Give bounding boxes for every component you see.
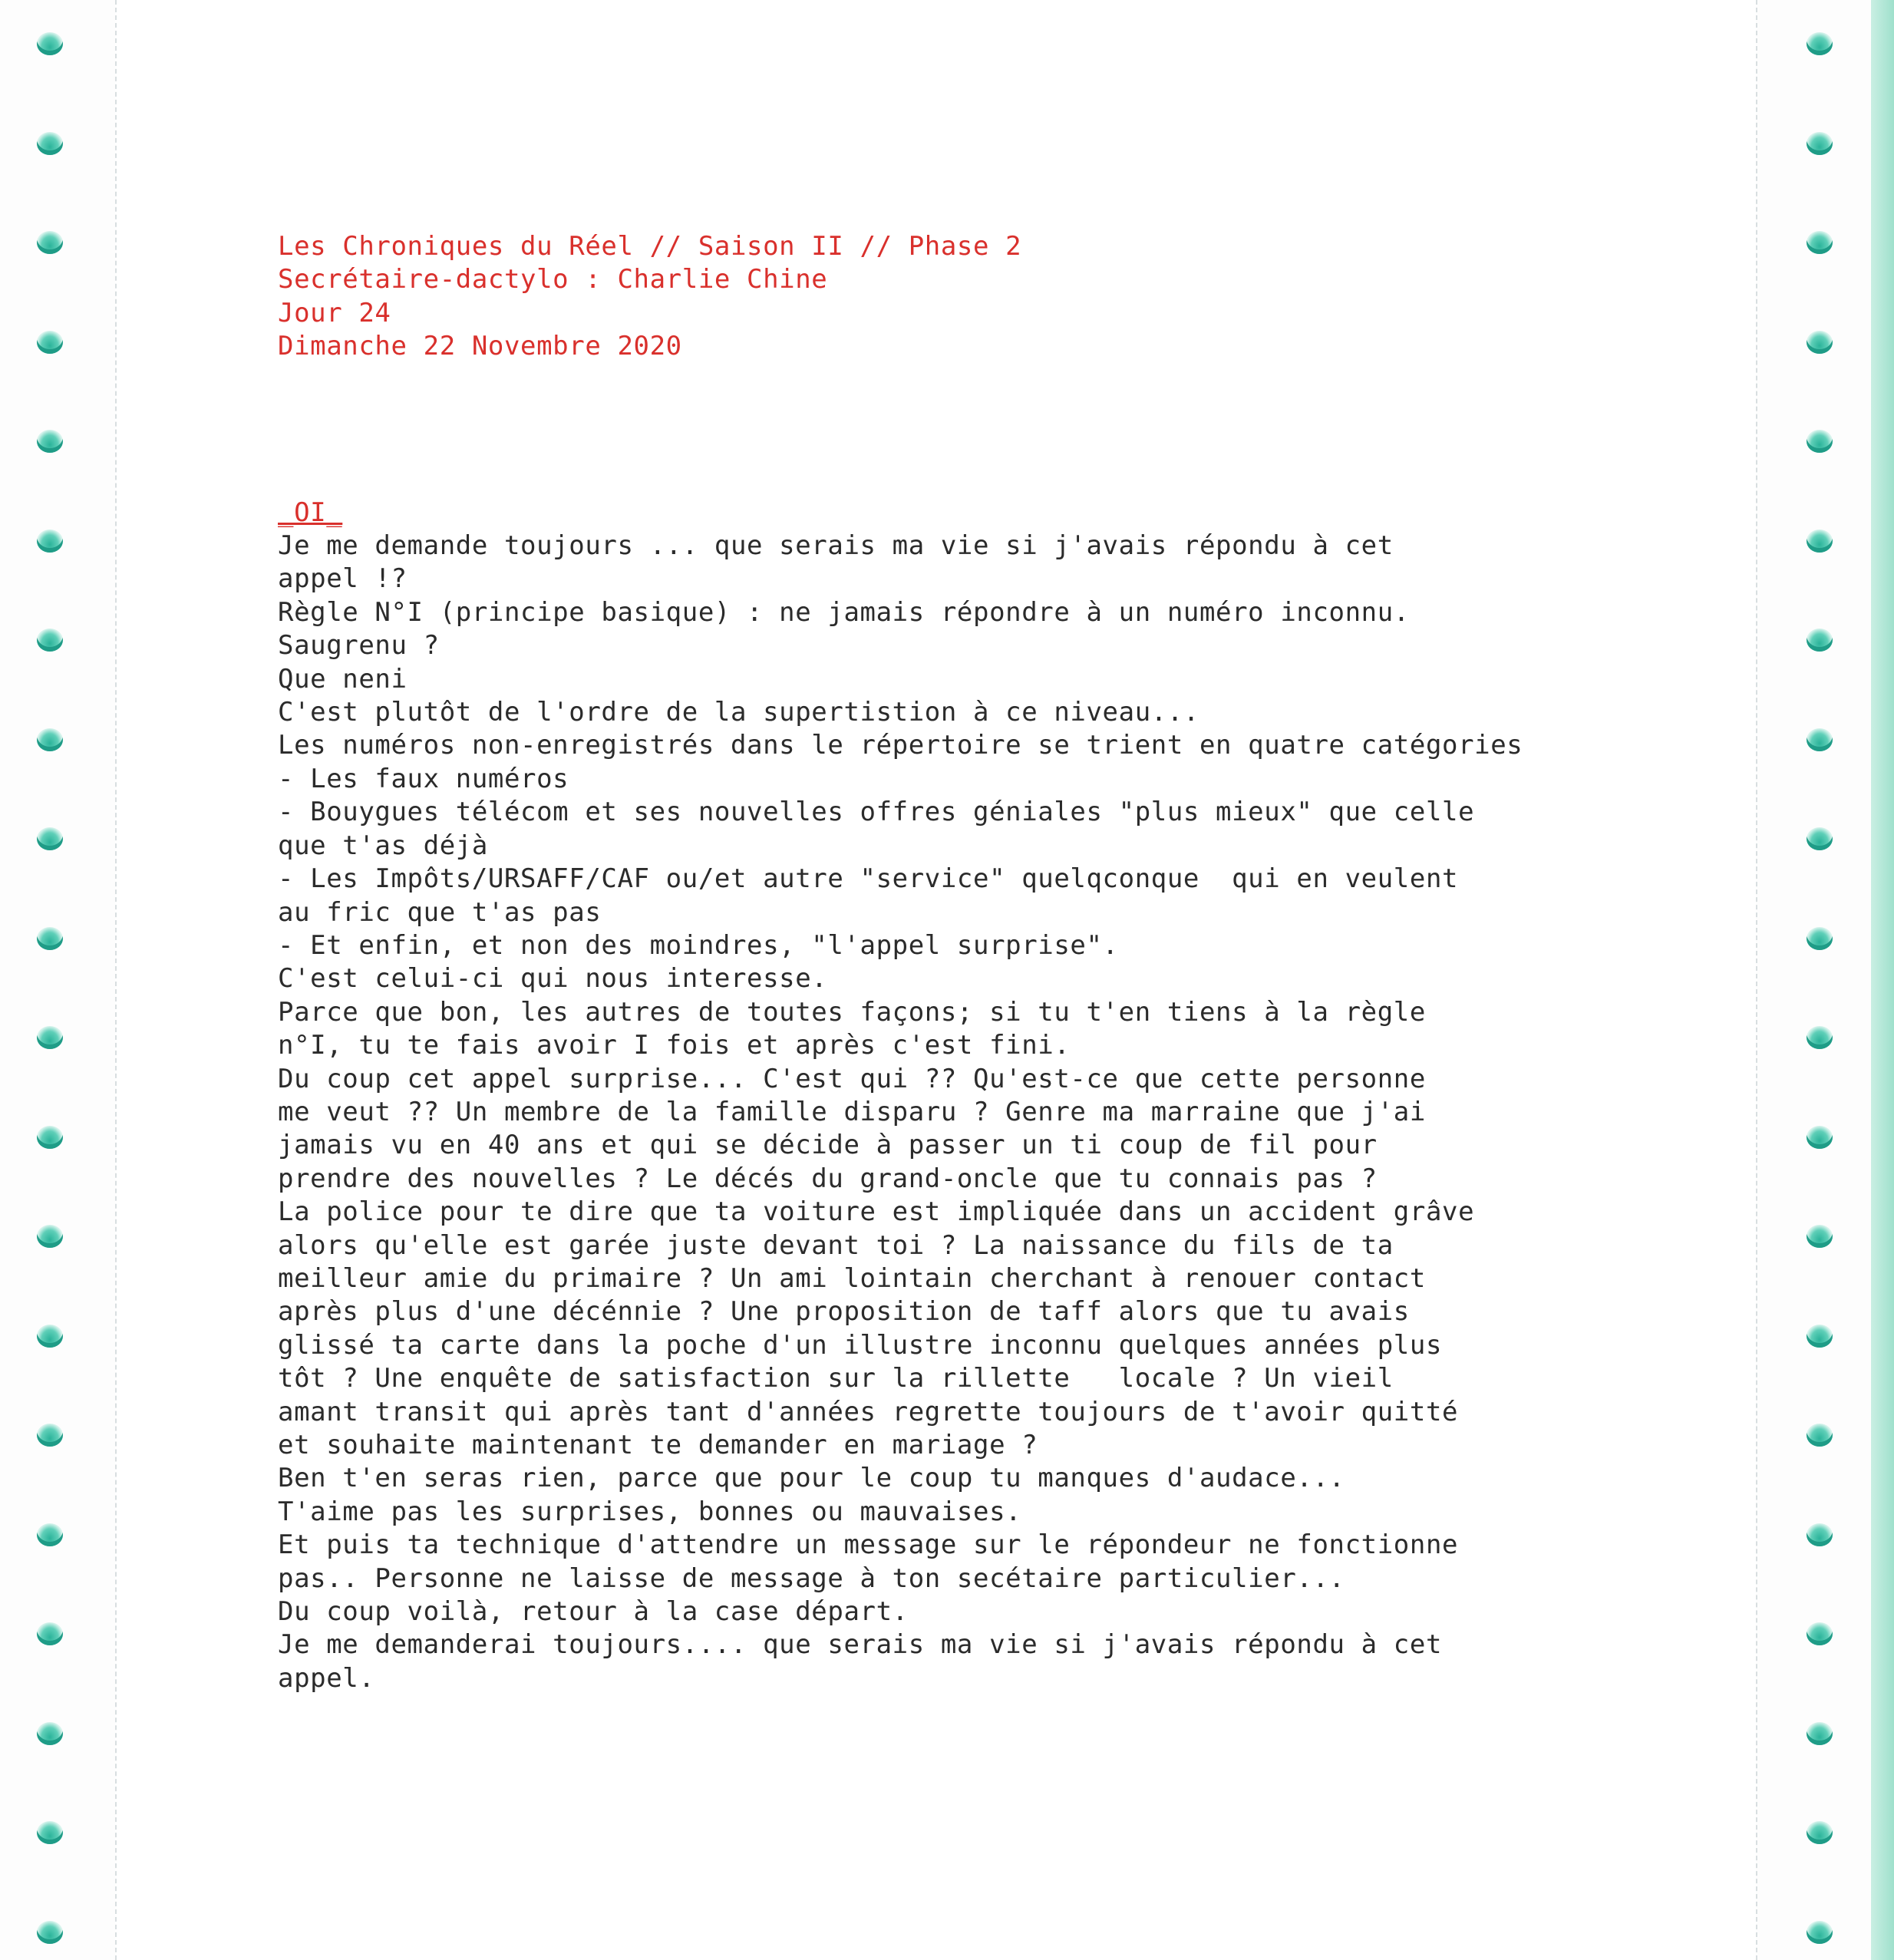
feed-hole [37, 1225, 63, 1248]
header-typist-line: Secrétaire-dactylo : Charlie Chine [278, 264, 828, 295]
body-line: amant transit qui après tant d'années regrette toujours de t'avoir quitté [278, 1396, 1459, 1427]
body-line: Règle N°I (principe basique) : ne jamais répondre à un numéro inconnu. [278, 596, 1410, 628]
feed-hole [37, 629, 63, 652]
body-line: Ben t'en seras rien, parce que pour le coup tu manques d'audace... [278, 1463, 1345, 1494]
body-line: meilleur amie du primaire ? Un ami lointain cherchant à renouer contact [278, 1262, 1426, 1294]
body-line: glissé ta carte dans la poche d'un illustre inconnu quelques années plus [278, 1329, 1443, 1361]
feed-hole [1807, 331, 1833, 354]
feed-hole [1807, 1026, 1833, 1049]
body-line: appel. [278, 1662, 375, 1694]
feed-hole [1807, 430, 1833, 453]
feed-hole [1807, 1225, 1833, 1248]
feed-hole [37, 32, 63, 55]
feed-hole [37, 132, 63, 155]
left-tractor-strip [0, 0, 115, 1960]
feed-hole [1807, 927, 1833, 950]
body-line: C'est plutôt de l'ordre de la supertistion à ce niveau... [278, 697, 1199, 728]
feed-hole [1807, 1722, 1833, 1745]
body-line: pas.. Personne ne laisse de message à ton secétaire particulier... [278, 1562, 1345, 1594]
body-line: me veut ?? Un membre de la famille disparu ? Genre ma marraine que j'ai [278, 1096, 1426, 1127]
feed-hole [1807, 1622, 1833, 1645]
body-line: après plus d'une décénnie ? Une proposition de taff alors que tu avais [278, 1296, 1410, 1328]
feed-hole [37, 827, 63, 850]
feed-hole [1807, 728, 1833, 751]
feed-hole [37, 728, 63, 751]
body-line: que t'as déjà [278, 830, 488, 861]
body-line: Que neni [278, 663, 408, 695]
feed-hole [1807, 1523, 1833, 1546]
feed-hole [37, 1523, 63, 1546]
body-line: - Et enfin, et non des moindres, "l'appel surprise". [278, 929, 1119, 961]
feed-hole [1807, 1821, 1833, 1844]
feed-hole [1807, 1424, 1833, 1447]
green-paper-edge [1871, 0, 1894, 1960]
body-line: alors qu'elle est garée juste devant toi ? La naissance du fils de ta [278, 1229, 1394, 1261]
feed-hole [1807, 231, 1833, 254]
body-line: Saugrenu ? [278, 630, 440, 662]
feed-hole [1807, 1921, 1833, 1944]
body-line: Je me demanderai toujours.... que serais ma vie si j'avais répondu à cet [278, 1629, 1443, 1661]
body-text [278, 530, 1582, 1695]
page-header [278, 230, 1582, 364]
header-series-line: Les Chroniques du Réel // Saison II // Phase 2 [278, 231, 1022, 262]
feed-hole [37, 1026, 63, 1049]
right-perforation-line [1756, 0, 1757, 1960]
feed-hole [1807, 827, 1833, 850]
feed-hole [1807, 530, 1833, 553]
left-perforation-line [115, 0, 117, 1960]
body-line: appel !? [278, 563, 408, 595]
body-line: La police pour te dire que ta voiture est impliquée dans un accident grâve [278, 1196, 1475, 1228]
feed-hole [37, 1921, 63, 1944]
body-line: Du coup cet appel surprise... C'est qui ?? Qu'est-ce que cette personne [278, 1063, 1426, 1094]
body-line: n°I, tu te fais avoir I fois et après c'est fini. [278, 1030, 1071, 1061]
body-line: au fric que t'as pas [278, 896, 602, 928]
body-line: Du coup voilà, retour à la case départ. [278, 1596, 909, 1628]
body-line: tôt ? Une enquête de satisfaction sur la rillette locale ? Un vieil [278, 1363, 1394, 1394]
feed-hole [1807, 32, 1833, 55]
feed-hole [1807, 629, 1833, 652]
feed-hole [37, 1325, 63, 1348]
body-line: et souhaite maintenant te demander en mariage ? [278, 1430, 1038, 1460]
feed-hole [37, 927, 63, 950]
header-spacer [278, 364, 1582, 497]
typed-page [278, 230, 1582, 1695]
header-day-line: Jour 24 [278, 297, 391, 328]
header-date-line: Dimanche 22 Novembre 2020 [278, 331, 682, 362]
feed-hole [37, 1722, 63, 1745]
feed-hole [37, 1126, 63, 1149]
feed-hole [37, 430, 63, 453]
feed-hole [37, 1424, 63, 1447]
body-line: Les numéros non-enregistrés dans le répertoire se trient en quatre catégories [278, 730, 1523, 761]
body-line: - Bouygues télécom et ses nouvelles offres géniales "plus mieux" que celle [278, 797, 1475, 828]
body-line: Je me demande toujours ... que serais ma vie si j'avais répondu à cet [278, 530, 1394, 562]
body-line: Et puis ta technique d'attendre un message sur le répondeur ne fonctionne [278, 1529, 1459, 1561]
body-line: Parce que bon, les autres de toutes façons; si tu t'en tiens à la règle [278, 996, 1426, 1028]
feed-hole [1807, 1126, 1833, 1149]
feed-hole [37, 331, 63, 354]
feed-hole [37, 1821, 63, 1844]
feed-hole [37, 1622, 63, 1645]
body-line: C'est celui-ci qui nous interesse. [278, 963, 828, 995]
body-line: jamais vu en 40 ans et qui se décide à passer un ti coup de fil pour [278, 1130, 1378, 1161]
right-tractor-strip [1756, 0, 1871, 1960]
body-line: prendre des nouvelles ? Le décés du grand-oncle que tu connais pas ? [278, 1163, 1378, 1194]
feed-hole [1807, 1325, 1833, 1348]
body-line: - Les faux numéros [278, 763, 569, 794]
body-line: - Les Impôts/URSAFF/CAF ou/et autre "service" quelqconque qui en veulent [278, 863, 1459, 895]
section-number: _OI_ [278, 497, 343, 528]
feed-hole [1807, 132, 1833, 155]
feed-hole [37, 231, 63, 254]
feed-hole [37, 530, 63, 553]
body-line: T'aime pas les surprises, bonnes ou mauvaises. [278, 1496, 1022, 1527]
